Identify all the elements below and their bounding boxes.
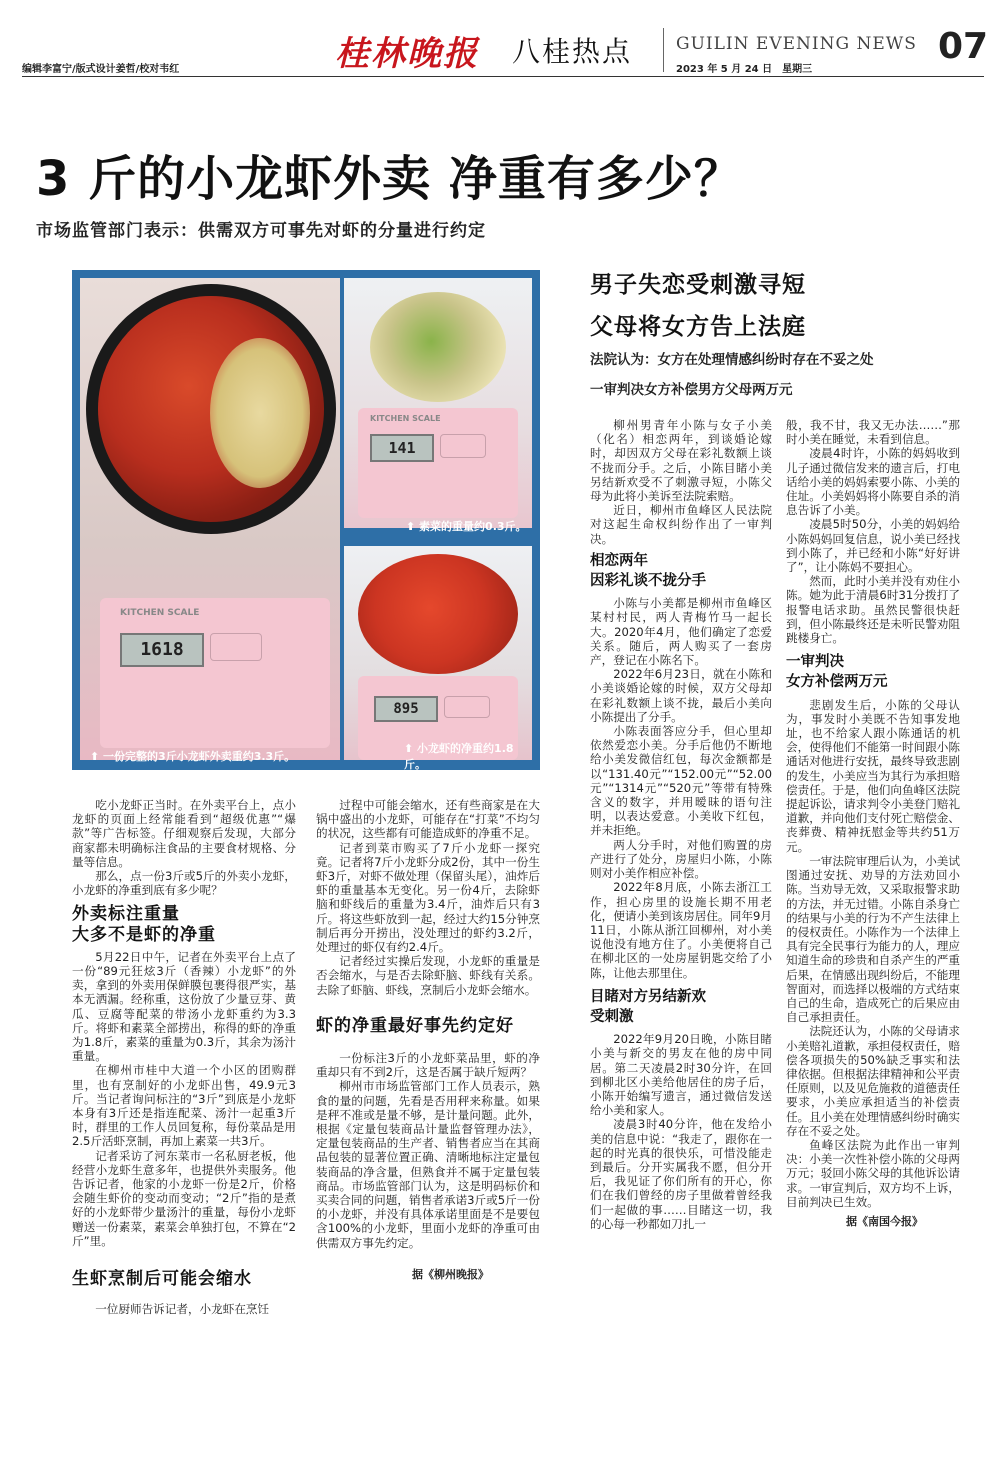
paragraph: 一位厨师告诉记者，小龙虾在烹饪: [95, 1302, 270, 1317]
main-subhead: 市场监管部门表示：供需双方可事先对虾的分量进行约定: [36, 221, 486, 241]
section-heading: 目睹对方另结新欢: [590, 988, 706, 1005]
article-column-1: [72, 798, 296, 1317]
paragraph: 凌晨4时许，小陈的妈妈收到儿子通过微信发来的遗言后，打电话给小美的妈妈索要小陈、小美的住址。小美妈妈将小陈要自杀的消息告诉了小美。: [786, 446, 960, 518]
section-heading: 女方补偿两万元: [786, 674, 888, 691]
paragraph: 5月22日中午，记者在外卖平台上点了一份“89元狂炫3斤（香辣）小龙虾”的外卖，拿到的外卖用保鲜膜包裹得很严实，基本无洒漏。经称重，这份放了少量豆芽、黄瓜、豆腐等配菜的带汤小龙虾重约为3.3斤。将虾和素菜全部捞出，称得的虾的净重为1.8斤，素菜的重量为0.3斤，其余为汤汁重量。: [72, 949, 296, 1064]
scale-display-vegetables: 141: [370, 434, 434, 462]
caption-full-order-text: 一份完整的3斤小龙虾外卖重约3.3斤。: [103, 750, 296, 763]
paragraph: 两人分手时，对他们购置的房产进行了处分，房屋归小陈，小陈则对小美作相应补偿。: [590, 837, 772, 881]
paragraph: 悲剧发生后，小陈的父母认为，事发时小美既不告知事发地址，也不给家人跟小陈通话的机会，使得他们不能第一时间跟小陈通话对他进行安抚，最终导致悲剧的发生，小美应当为其行为承担赔偿责任。于是，他们向鱼峰区法院提起诉讼，请求判令小美登门赔礼道歉，并向他们支付死亡赔偿金、丧葬费、精神抚慰金等共约51万元。: [786, 697, 960, 854]
section-heading: 相恋两年: [590, 552, 648, 569]
paragraph: 记者经过实操后发现，小龙虾的重量是否会缩水，与是否去除虾脑、虾线有关系。去除了虾脑、虾线，烹制后小龙虾会缩水。: [316, 954, 540, 997]
section-name: 八桂热点: [512, 35, 633, 68]
masthead-divider: [663, 28, 664, 72]
right-story-column-1: [590, 418, 772, 1231]
caption-vegetables: ⬆ 素菜的重量约0.3斤。: [406, 520, 527, 533]
paragraph: 般，我不甘，我又无办法……”那时小美在睡觉，未看到信息。: [786, 418, 960, 447]
paragraph: 柳州市市场监管部门工作人员表示，熟食的量的问题，先看是否用秤来称量。如果是秤不准或是量不够，是计量问题。此外，根据《定量包装商品计量监督管理办法》，定量包装商品的生产者、销售者应当在其商品包装的显著位置正确、清晰地标注定量包装商品的净含量，但熟食并不属于定量包装商品。市场监管部门认为，这是明码标价和买卖合同的问题，销售者承诺3斤或5斤一份的小龙虾，并没有具体承诺里面是不是要包含100%的小龙虾，里面小龙虾的净重可由供需双方事先约定。: [316, 1079, 540, 1250]
right-story-column-2: [786, 418, 960, 1229]
paragraph: 凌晨3时40分许，他在发给小美的信息中说：“我走了，跟你在一起的时光真的很快乐，可惜没能走到最后。分开实属我不愿，但分开后，我见证了你们所有的开心，你们在我们曾经的房子里做着曾经我们一起做的事……目睹这一切，我的心每一秒都如刀扎一: [590, 1117, 772, 1231]
paragraph: 2022年6月23日，就在小陈和小美谈婚论嫁的时候，双方父母却在彩礼数额上谈不拢，最后小美向小陈提出了分手。: [590, 667, 772, 724]
editor-credits: 编辑李富宁/版式设计姜哲/校对韦红: [22, 64, 180, 75]
crayfish-photo-montage: [72, 270, 540, 770]
caption-vegetables-text: 素菜的重量约0.3斤。: [419, 520, 527, 533]
section-heading: 大多不是虾的净重: [72, 924, 216, 945]
paragraph: 记者采访了河东菜市一名私厨老板，他经营小龙虾生意多年，也提供外卖服务。他告诉记者，他家的小龙虾一份是2斤，价格会随生虾价的变动而变动；“2斤”指的是煮好的小龙虾带少量汤汁的重量，每份小龙虾赠送一份素菜，素菜会单独打包，不算在“2斤”里。: [72, 1148, 296, 1248]
paragraph: 一份标注3斤的小龙虾菜品里，虾的净重却只有不到2斤，这是否属于缺斤短两？: [316, 1051, 540, 1080]
paragraph: 一审法院审理后认为，小美试图通过安抚、劝导的方法劝回小陈。当劝导无效，又采取报警求助的方法，并无过错。小陈自杀身亡的结果与小美的行为不产生法律上的侵权责任。小陈作为一个法律上具有完全民事行为能力的人，理应知道生命的珍贵和自杀产生的严重后果，在情感出现纠纷后，不能理智面对，而选择以极端的方式结束自己的生命，造成死亡的后果应由自己承担责任。: [786, 853, 960, 1025]
paragraph: 吃小龙虾正当时。在外卖平台上，点小龙虾的页面上经常能看到“超级优惠”“爆款”等广告标签。仔细观察后发现，大部分商家都未明确标注食品的主要食材规格、分量等信息。: [72, 798, 296, 869]
masthead-rule: [22, 76, 984, 77]
caption-crayfish-net: ⬆ 小龙虾的净重约1.8斤。: [404, 742, 514, 771]
scale-display-crayfish: 895: [374, 696, 438, 722]
paragraph: 小陈表面答应分手，但心里却依然爱恋小美。分手后他仍不断地给小美发微信红包，每次金额都是以“131.40元”“152.00元”“52.00元”“1314元”“520元”等带有特殊含义的数字，并用暧昧的语句注明，以表达爱意。小美收下红包，并未拒绝。: [590, 724, 772, 838]
paragraph: 在柳州市桂中大道一个小区的团购群里，也有烹制好的小龙虾出售，49.9元3斤。当记者询问标注的“3斤”到底是小龙虾本身有3斤还是指连配菜、汤汁一起重3斤时，群里的工作人员回复称，每份菜品是用2.5斤活虾烹制，再加上素菜一共3斤。: [72, 1063, 296, 1149]
section-heading: 虾的净重最好事先约定好: [316, 1015, 514, 1036]
paragraph: 2022年8月底，小陈去浙江工作，担心房里的设施长期不用老化，便请小美到该房居住。同年9月11日，小陈从浙江回柳州，对小美说他没有地方住了。小美便将自己在柳北区的一处房屋钥匙交给了小陈，让他去那里住。: [590, 880, 772, 980]
scale-buttons-2: [440, 434, 486, 458]
scale-buttons: [210, 633, 262, 661]
section-heading: 因彩礼谈不拢分手: [590, 573, 706, 590]
issue-date: 2023 年 5 月 24 日 星期三: [676, 64, 813, 75]
photo-vegetables: [344, 278, 532, 528]
article-source: 据《柳州晚报》: [412, 1267, 489, 1281]
caption-crayfish-net-text: 小龙虾的净重约1.8斤。: [404, 742, 514, 771]
page-number: 07: [938, 26, 989, 67]
scale-display-big: 1618: [120, 633, 204, 667]
section-heading: 外卖标注重量: [72, 904, 180, 925]
scale-brand-label: KITCHEN SCALE: [120, 608, 200, 618]
right-story-subtitle-2: 一审判决女方补偿男方父母两万元: [590, 382, 793, 398]
paragraph: 近日，柳州市鱼峰区人民法院对这起生命权纠纷作出了一审判决。: [590, 503, 772, 546]
paragraph: 柳州男青年小陈与女子小美（化名）相恋两年，到谈婚论嫁时，却因双方父母在彩礼数额上谈不拢而分手。之后，小陈目睹小美另结新欢受不了刺激寻短，小陈父母为此将小美诉至法院索赔。: [590, 418, 772, 504]
caption-full-order: ⬆ 一份完整的3斤小龙虾外卖重约3.3斤。: [90, 750, 296, 763]
article-column-2: [316, 798, 540, 1282]
right-story-title-line-2: 父母将女方告上法庭: [590, 314, 806, 340]
paragraph: 鱼峰区法院为此作出一审判决：小美一次性补偿小陈的父母两万元；驳回小陈父母的其他诉讼请求。一审宣判后，双方均不上诉，目前判决已生效。: [786, 1137, 960, 1209]
scale-buttons-3: [444, 696, 490, 718]
photo-full-order: [80, 278, 340, 763]
right-story-title-line-1: 男子失恋受刺激寻短: [590, 272, 806, 298]
paragraph: 凌晨5时50分，小美的妈妈给小陈妈妈回复信息，说小美已经找到小陈了，并已经和小陈“好好讲了”，让小陈妈不要担心。: [786, 517, 960, 575]
paragraph: 小陈与小美都是柳州市鱼峰区某村村民，两人青梅竹马一起长大。2020年4月，他们确定了恋爱关系。随后，两人购买了一套房产，登记在小陈名下。: [590, 596, 772, 668]
section-heading: 受刺激: [590, 1008, 634, 1025]
paragraph: 法院还认为，小陈的父母请求小美赔礼道歉，承担侵权责任，赔偿各项损失的50%缺乏事实和法律依据。但根据法律精神和公平责任原则，以及见危施救的道德责任要求，小美应承担适当的补偿责任。且小美在处理情感纠纷时确实存在不妥之处。: [786, 1024, 960, 1138]
photo-crayfish-net: [344, 546, 532, 771]
section-heading: 生虾烹制后可能会缩水: [72, 1269, 252, 1290]
article-source: 据《南国今报》: [846, 1214, 923, 1228]
right-story-subtitle-1: 法院认为：女方在处理情感纠纷时存在不妥之处: [590, 352, 874, 368]
newspaper-logo: 桂林晚报: [335, 34, 479, 74]
paragraph: 记者到菜市购买了7斤小龙虾一探究竟。记者将7斤小龙虾分成2份，其中一份生虾3斤，对虾不做处理（保留头尾），油炸后虾的重量基本无变化。另一份4斤，去除虾脑和虾线后的重量为3.4斤，油炸后只有3斤。将这些虾放到一起，经过大约15分钟烹制后再分开捞出，没处理过的虾约3.2斤，处理过的虾仅有约2.4斤。: [316, 840, 540, 955]
paper-english-name: GUILIN EVENING NEWS: [676, 34, 917, 54]
paragraph: 过程中可能会缩水，还有些商家是在大锅中盛出的小龙虾，可能存在“打菜”不均匀的状况，这些都有可能造成虾的净重不足。: [316, 798, 540, 841]
paragraph: 2022年9月20日晚，小陈目睹小美与新交的男友在他的房中同居。第二天凌晨2时30分许，在回到柳北区小美给他居住的房子后，小陈开始编写遗言，通过微信发送给小美和家人。: [590, 1032, 772, 1118]
paragraph: 然而，此时小美并没有劝住小陈。她为此于清晨6时31分拨打了报警电话求助。虽然民警很快赶到，但小陈最终还是未听民警劝阻跳楼身亡。: [786, 574, 960, 646]
paragraph: 那么，点一份3斤或5斤的外卖小龙虾，小龙虾的净重到底有多少呢？: [72, 869, 296, 898]
section-heading: 一审判决: [786, 654, 844, 671]
scale-brand-label-2: KITCHEN SCALE: [370, 414, 441, 423]
main-headline: 3 斤的小龙虾外卖 净重有多少？: [36, 151, 743, 207]
